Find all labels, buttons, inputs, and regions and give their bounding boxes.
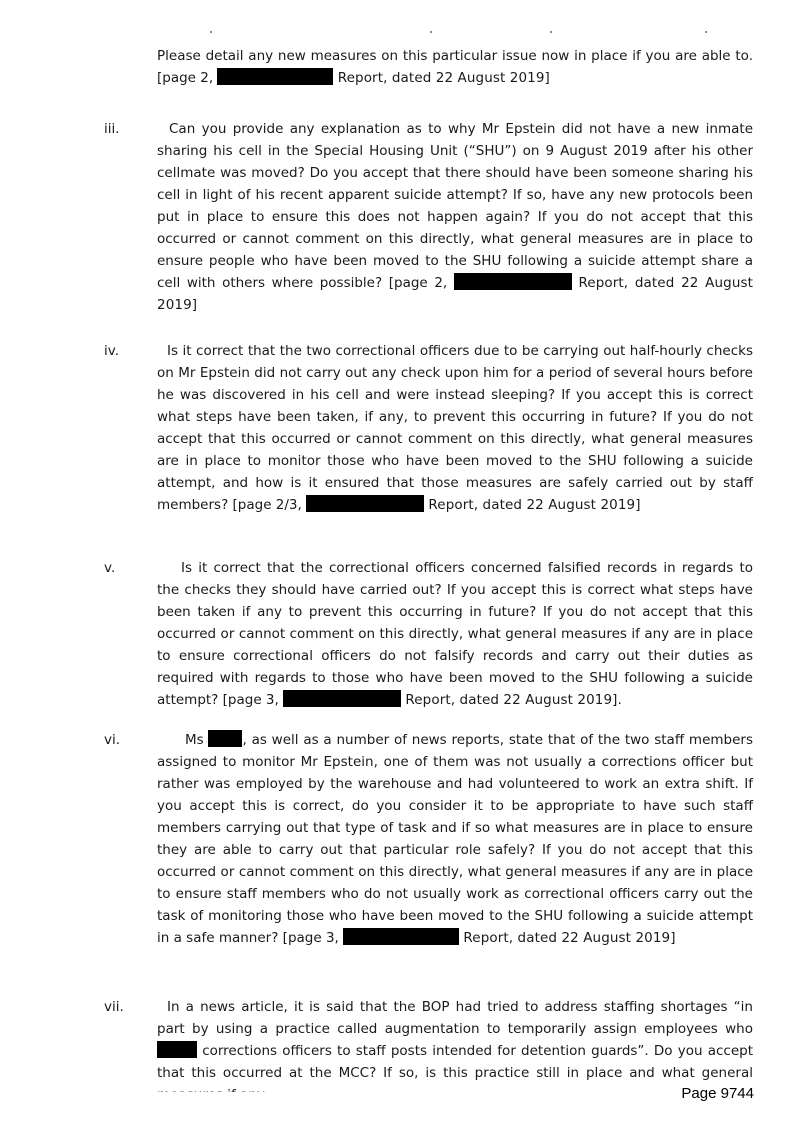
top-cutoff-trace [210,31,710,34]
item-number: v. [104,560,116,576]
question-body [157,996,753,1106]
continuation-body [157,45,753,89]
question-text-rest: , as well as a number of news reports, state that of the two staff members assigned to monitor Mr Epstein, one of them was not usually a corrections officer but rather was employed by the warehouse and had volunteered to work an extra shift. If you accept this is correct, do you consider it to be appropriate to have such staff members carrying out that type of task and if so what measures are in place to ensure they are able to carry out that particular role safely? If you do not accept that this occurred or cannot comment on this directly, what general measures if any are in place to ensure staff members who do not usually work as correctional officers carry out the task of monitoring those who have been moved to the SHU following a suicide attempt in a safe manner? [157,732,753,946]
question-body [157,118,753,316]
continuation-text: Please detail any new measures on this particular issue now in place if you are able to. [157,48,753,64]
question-body [157,729,753,949]
continuation-report-ref: Report, dated 22 August 2019] [337,70,550,86]
question-text: Is it correct that the two correctional officers due to be carrying out half-hourly checks on Mr Epstein did not carry out any check upon him for a period of several hours before he was discovered in his cell and were instead sleeping? If you accept this is correct what steps have been taken, if any, to prevent this occurring in future? If you do not accept that this occurred or cannot comment on this directly, what general measures are in place to monitor those who have been moved to the SHU following a suicide attempt, and how is it ensured that those measures are safely carried out by staff members? [page 2/3, [157,343,753,513]
question-text: Can you provide any explanation as to why Mr Epstein did not have a new inmate sharing his cell in the Special Housing Unit (“SHU”) on 9 August 2019 after his other cellmate was moved? Do you accept that there should have been someone sharing his cell in light of his recent apparent suicide attempt? If so, have any new protocols been put in place to ensure this does not happen again? If you do not accept that this occurred or cannot comment on this directly, what general measures are in place to ensure people who have been moved to the SHU following a suicide attempt share a cell with others where possible? [page 2, [157,121,753,291]
question-text-start: Ms [185,732,204,748]
redaction-block [157,1041,197,1058]
question-text-start: In a news article, it is said that the BOP had tried to address staffing shortages “in part by using a practice called augmentation to temporarily assign employees who [157,999,753,1037]
redaction-block [217,68,333,85]
item-number: iv. [104,343,119,359]
item-number: vii. [104,999,124,1015]
page-cutoff [0,1092,794,1123]
question-body [157,557,753,711]
item-number: iii. [104,121,120,137]
redaction-block [454,273,572,290]
question-body [157,340,753,516]
redaction-block [208,730,242,747]
report-ref: Report, dated 22 August 2019] [428,497,641,513]
question-text: Is it correct that the correctional officers concerned falsified records in regards to the checks they should have carried out? If you accept this is correct what steps have been taken if any to prevent this occurring in future? If you do not accept that this occurred or cannot comment on this directly, what general measures if any are in place to ensure correctional officers do not falsify records and carry out their duties as required with regards to those who have been moved to the SHU following a suicide attempt? [page 3, [157,560,753,708]
redaction-block [306,495,424,512]
page-number: Page 9744 [681,1085,754,1102]
continuation-cite-prefix: [page 2, [157,70,214,86]
redaction-block [343,928,459,945]
cite-prefix: [page 3, [282,930,339,946]
item-number: vi. [104,732,121,748]
report-ref: Report, dated 22 August 2019] [157,275,754,313]
report-ref: Report, dated 22 August 2019]. [405,692,622,708]
question-text-rest: corrections officers to staff posts intended for detention guards”. Do you accept that this occurred at the MCC? If so, is this practice still in place and what general [157,1043,753,1081]
report-ref: Report, dated 22 August 2019] [463,930,676,946]
redaction-block [283,690,401,707]
